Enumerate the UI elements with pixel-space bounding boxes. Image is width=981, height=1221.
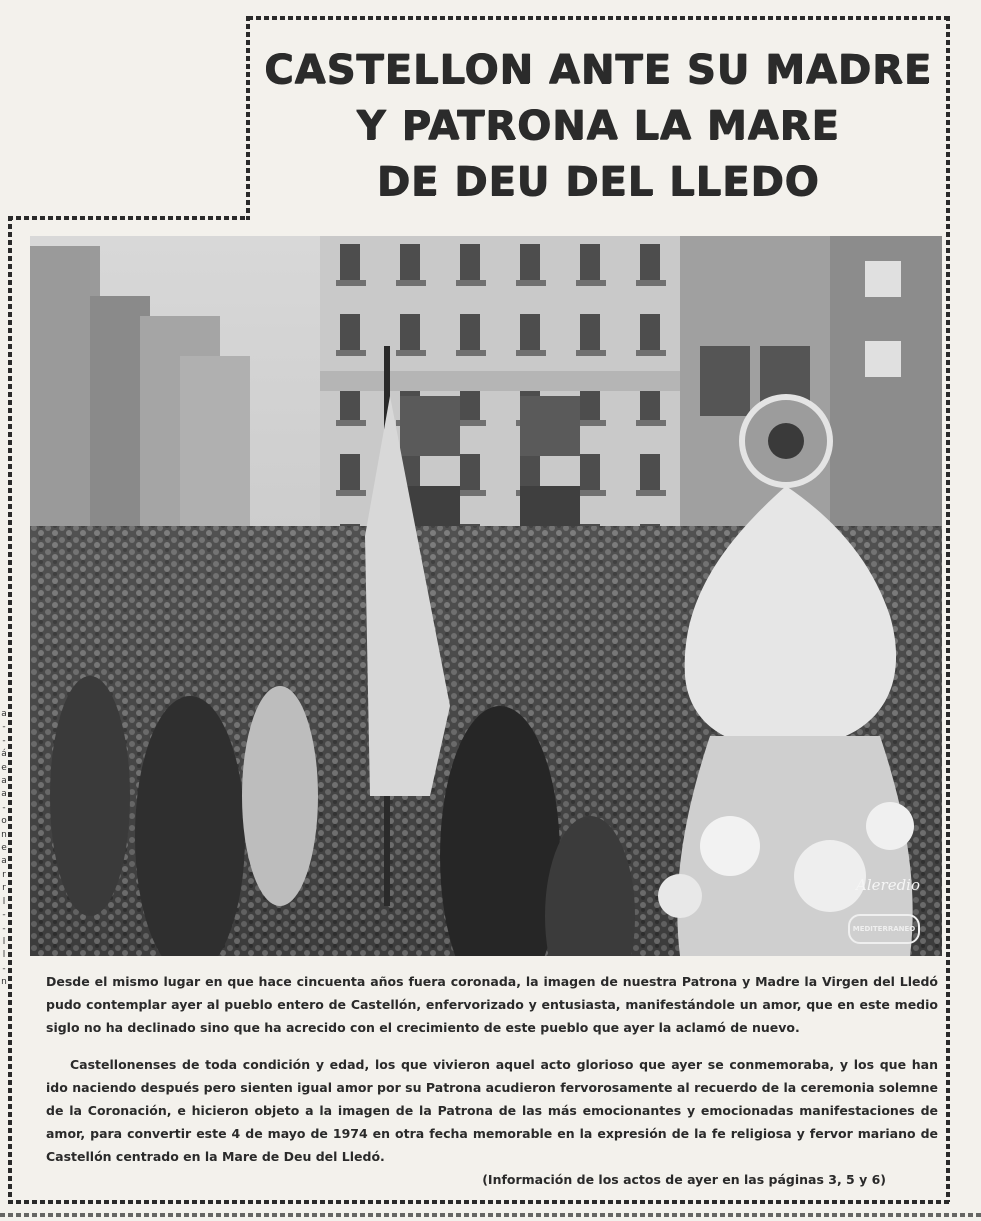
left-fragment: e bbox=[1, 762, 7, 773]
left-fragment: - bbox=[2, 910, 6, 921]
left-fragment: a bbox=[1, 789, 7, 800]
left-fragment: n bbox=[1, 829, 7, 840]
headline-line-3: DE DEU DEL LLEDO bbox=[376, 159, 820, 205]
left-fragment: l bbox=[2, 896, 6, 907]
left-fragment: a bbox=[1, 856, 7, 867]
left-border bbox=[8, 216, 12, 1202]
caption-info: (Información de los actos de ayer en las páginas 3, 5 y 6) bbox=[482, 1172, 886, 1187]
left-column-fragments bbox=[0, 708, 8, 990]
right-border bbox=[946, 16, 950, 1202]
left-fragment: a bbox=[1, 709, 7, 719]
left-fragment: - bbox=[2, 923, 6, 934]
bottom-border-lower bbox=[0, 1213, 981, 1217]
top-border bbox=[248, 16, 948, 20]
left-fragment: r bbox=[2, 869, 6, 880]
left-fragment: l bbox=[2, 936, 6, 947]
bottom-border bbox=[8, 1200, 950, 1204]
left-fragment: - bbox=[2, 735, 6, 746]
left-border-upper bbox=[246, 16, 250, 220]
left-fragment: - bbox=[2, 802, 6, 813]
left-fragment: r bbox=[2, 883, 6, 894]
left-fragment: n bbox=[1, 977, 7, 988]
step-border bbox=[8, 216, 250, 220]
headline-line-1: CASTELLON ANTE SU MADRE bbox=[264, 47, 932, 93]
left-fragment: á bbox=[1, 749, 7, 760]
left-fragment: o bbox=[1, 816, 7, 827]
photo-credit: Aleredio bbox=[856, 876, 920, 894]
left-fragment: - bbox=[2, 963, 6, 974]
left-fragment: a bbox=[1, 776, 7, 787]
procession-photo bbox=[30, 236, 942, 956]
caption-paragraph-1: Desde el mismo lugar en que hace cincuenta años fuera coronada, la imagen de nuestra Patrona y Madre la Virgen del Lledó pudo contemplar ayer al pueblo entero de Castellón, enfervorizado y entusiasta, manifestándole un amor, que en este medio siglo no ha declinado sino que ha acrecido con el crecimiento de este pueblo que ayer la aclamó de nuevo. bbox=[46, 974, 938, 1035]
left-fragment: - bbox=[2, 722, 6, 733]
caption-paragraph-2: Castellonenses de toda condición y edad, los que vivieron aquel acto glorioso que ayer se conmemoraba, y los que han ido naciendo después pero sienten igual amor por su Patrona acudieron fervorosamente al recuerdo de la ceremonia solemne de la Coronación, e hicieron objeto a la imagen de la Patrona de las más emocionantes y emocionadas manifestaciones de amor, para convertir este 4 de mayo de 1974 en otra fecha memorable en la expresión de la fe religiosa y fervor mariano de Castellón centrado en la Mare de Deu del Lledó. bbox=[46, 1057, 938, 1164]
headline-line-2: Y PATRONA LA MARE bbox=[356, 103, 840, 149]
photo-illustration bbox=[30, 236, 942, 956]
photo-stamp: MEDITERRANEO bbox=[848, 914, 920, 944]
left-fragment: l bbox=[2, 950, 6, 961]
left-fragment: e bbox=[1, 843, 7, 854]
caption bbox=[46, 970, 938, 1191]
headline bbox=[258, 42, 938, 210]
